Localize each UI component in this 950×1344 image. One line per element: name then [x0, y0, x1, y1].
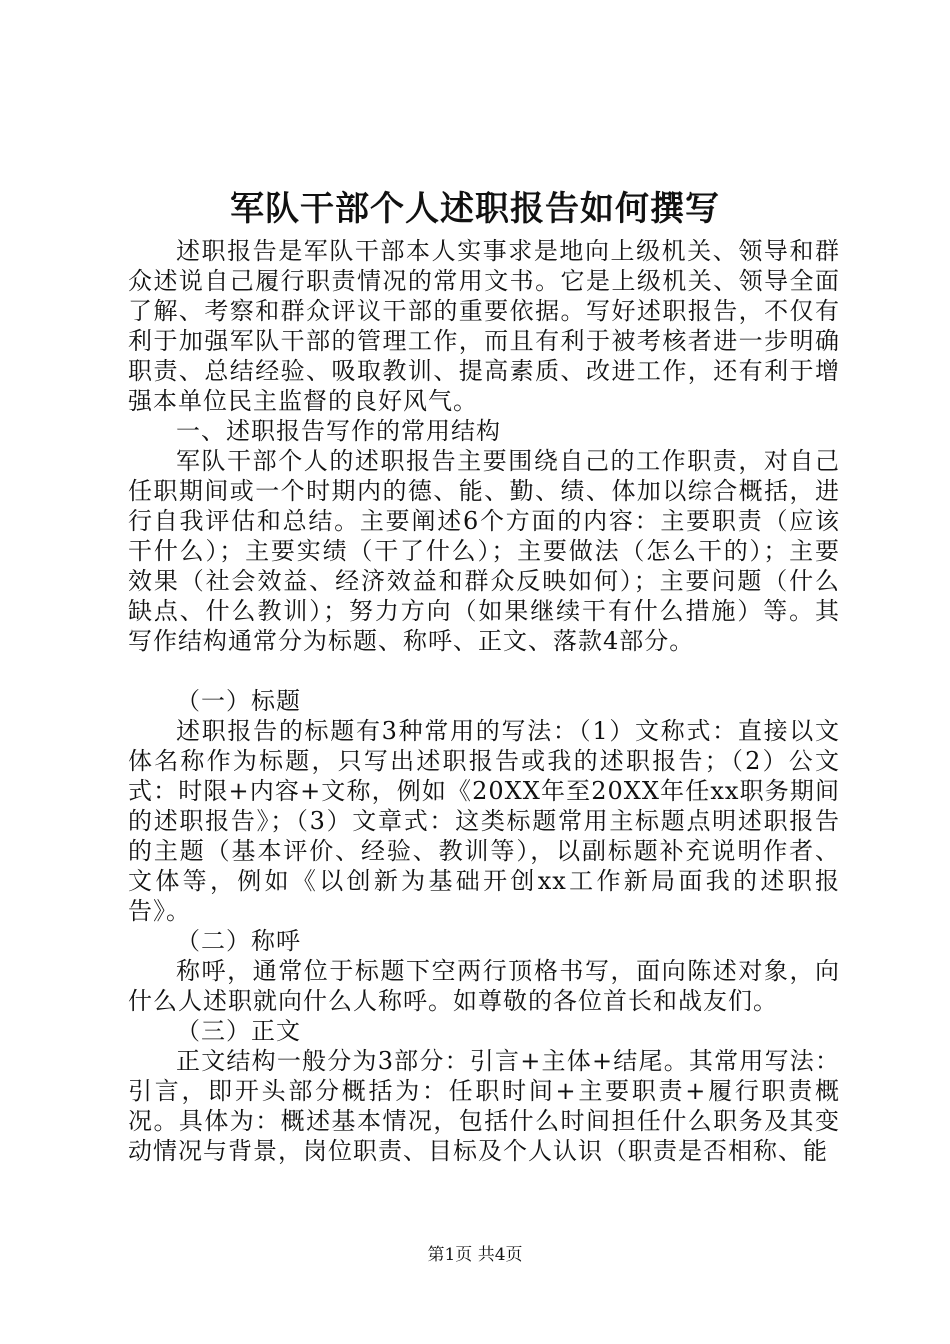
paragraph-title-methods: 述职报告的标题有3种常用的写法：（1）文称式：直接以文体名称作为标题，只写出述职报告或我的述职报告；（2）公文式：时限+内容+文称，例如《20XX年至20XX年任xx职务期间的述职报告》；（3）文章式：这类标题常用主标题点明述职报告的主题（基本评价、经验、教训等），以副标题补充说明作者、文体等，例如《以创新为基础开创xx工作新局面我的述职报告》。 [128, 717, 840, 925]
blank-line [128, 656, 840, 686]
subheading-salutation: （二）称呼 [176, 927, 301, 955]
document-title: 军队干部个人述职报告如何撰写 [230, 189, 720, 229]
subheading-title: （一）标题 [176, 687, 301, 715]
page-number: 第1页 共4页 [427, 1245, 523, 1265]
document-body [128, 236, 840, 1166]
paragraph-salutation: 称呼，通常位于标题下空两行顶格书写，面向陈述对象，向什么人述职就向什么人称呼。如尊敬的各位首长和战友们。 [128, 957, 840, 1015]
paragraph-intro: 述职报告是军队干部本人实事求是地向上级机关、领导和群众述说自己履行职责情况的常用文书。它是上级机关、领导全面了解、考察和群众评议干部的重要依据。写好述职报告，不仅有利于加强军队干部的管理工作，而且有利于被考核者进一步明确职责、总结经验、吸取教训、提高素质、改进工作，还有利于增强本单位民主监督的良好风气。 [128, 237, 840, 415]
paragraph-body-structure: 正文结构一般分为3部分：引言+主体+结尾。其常用写法：引言，即开头部分概括为：任职时间+主要职责+履行职责概况。具体为：概述基本情况，包括什么时间担任什么职务及其变动情况与背景，岗位职责、目标及个人认识（职责是否相称、能 [128, 1047, 840, 1165]
section-heading-1: 一、述职报告写作的常用结构 [176, 417, 501, 445]
subheading-body: （三）正文 [176, 1017, 301, 1045]
paragraph-structure: 军队干部个人的述职报告主要围绕自己的工作职责，对自己任职期间或一个时期内的德、能、勤、绩、体加以综合概括，进行自我评估和总结。主要阐述6个方面的内容：主要职责（应该干什么）；主要实绩（干了什么）；主要做法（怎么干的）；主要效果（社会效益、经济效益和群众反映如何）；主要问题（什么缺点、什么教训）；努力方向（如果继续干有什么措施）等。其写作结构通常分为标题、称呼、正文、落款4部分。 [128, 447, 840, 655]
